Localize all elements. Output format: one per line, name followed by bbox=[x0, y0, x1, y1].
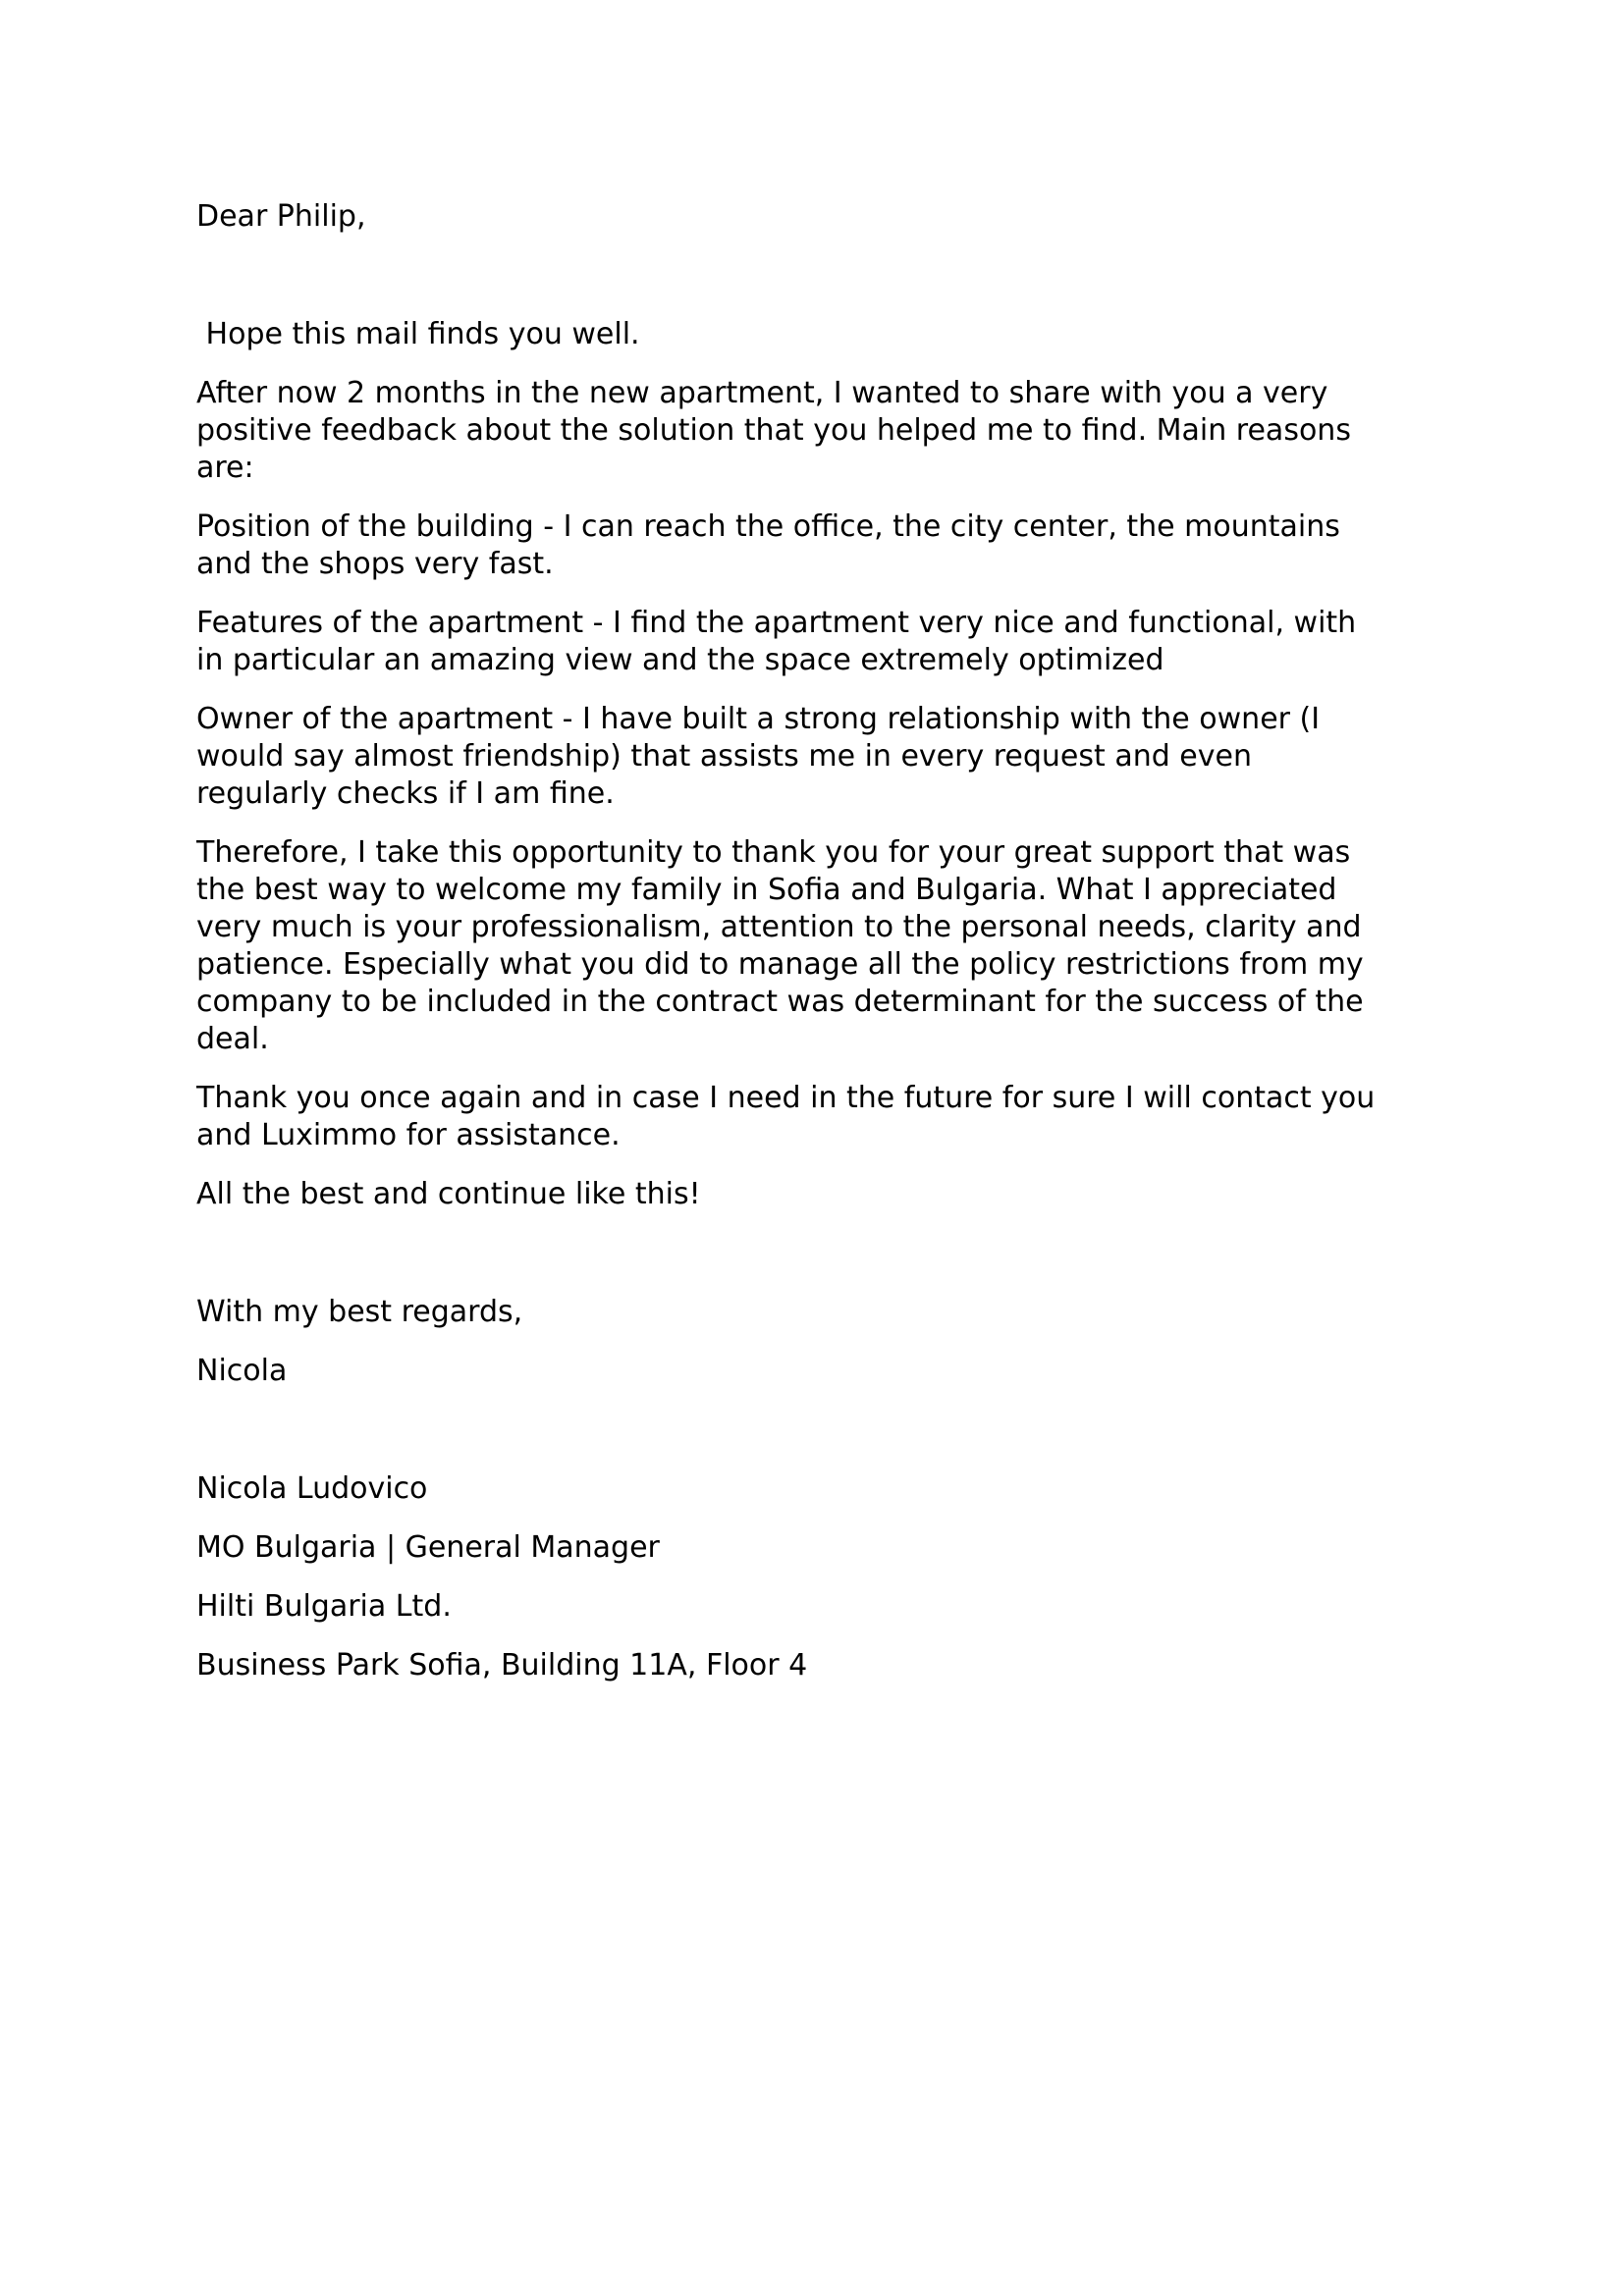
signature-address: Business Park Sofia, Building 11A, Floor 4 bbox=[196, 1648, 808, 1682]
thanks-paragraph: Therefore, I take this opportunity to thank you for your great support that was the best way to welcome my family in Sofia and Bulgaria. What I appreciated very much is your professionalism, attention to the personal needs, clarity and patience. Especially what you did to manage all the policy restrictions from my company to be included in the contract was determinant for the success of the deal. bbox=[196, 835, 1374, 1056]
future-contact-paragraph: Thank you once again and in case I need in the future for sure I will contact you and Luximmo for assistance. bbox=[196, 1081, 1384, 1152]
intro-paragraph: After now 2 months in the new apartment, I wanted to share with you a very positive feedback about the solution that you helped me to find. Main reasons are: bbox=[196, 376, 1361, 485]
regards-line: With my best regards, bbox=[196, 1295, 523, 1329]
reason-position-paragraph: Position of the building - I can reach the office, the city center, the mountains and the shops very fast. bbox=[196, 509, 1350, 581]
blank-line bbox=[196, 1235, 1380, 1272]
signature-title: MO Bulgaria | General Manager bbox=[196, 1530, 660, 1565]
reason-owner-paragraph: Owner of the apartment - I have built a strong relationship with the owner (I would say almost friendship) that assists me in every request and even regularly checks if I am fine. bbox=[196, 702, 1329, 811]
signature-full-name: Nicola Ludovico bbox=[196, 1471, 428, 1506]
letter-body bbox=[196, 198, 1384, 1706]
blank-line bbox=[196, 257, 1380, 294]
closing-line: All the best and continue like this! bbox=[196, 1177, 701, 1211]
greeting-line: Hope this mail finds you well. bbox=[196, 317, 640, 351]
signoff-name: Nicola bbox=[196, 1354, 288, 1388]
salutation: Dear Philip, bbox=[196, 199, 366, 234]
blank-line bbox=[196, 1412, 1380, 1449]
signature-company: Hilti Bulgaria Ltd. bbox=[196, 1589, 452, 1624]
reason-features-paragraph: Features of the apartment - I find the apartment very nice and functional, with in particular an amazing view and the space extremely optimized bbox=[196, 606, 1366, 677]
